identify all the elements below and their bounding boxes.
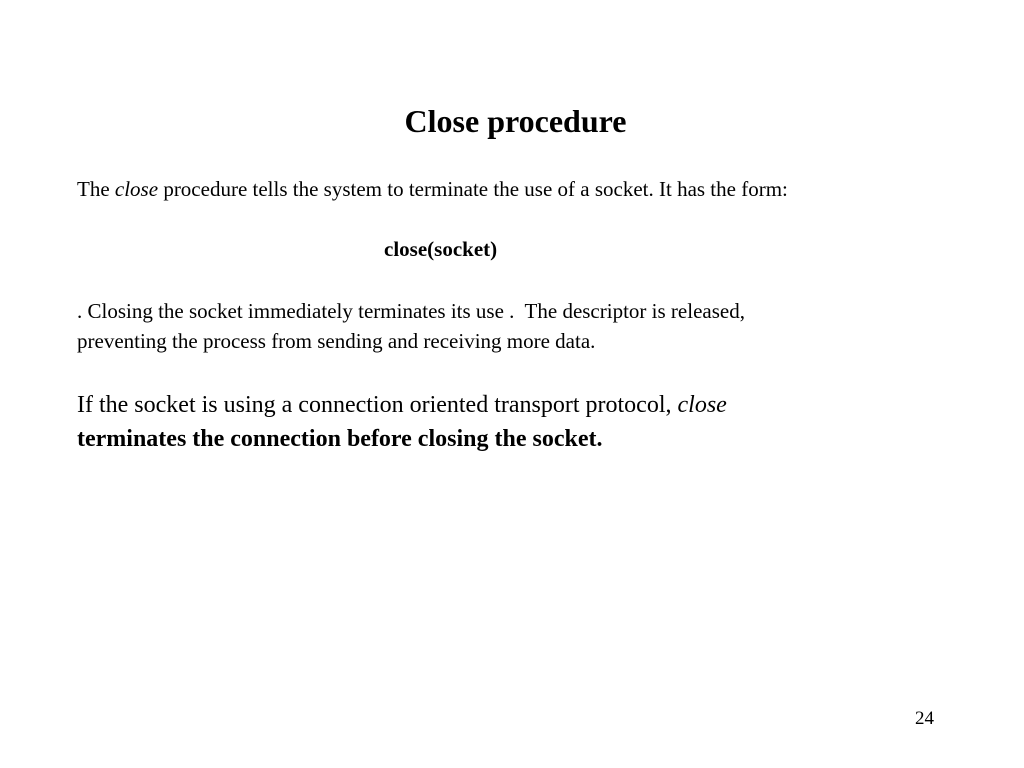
- intro-suffix: procedure tells the system to terminate the use of a socket. It has the form:: [158, 177, 788, 201]
- connection-line-1: [77, 388, 977, 422]
- slide-title: Close procedure: [404, 103, 627, 139]
- connection-line-2: terminates the connection before closing the socket.: [77, 426, 603, 452]
- connection-paragraph: [77, 388, 977, 456]
- descriptor-line-2: preventing the process from sending and receiving more data.: [77, 329, 596, 353]
- intro-prefix: The: [77, 177, 115, 201]
- intro-italic-close: close: [114, 177, 159, 201]
- page-number: 24: [915, 708, 934, 729]
- connection-italic-close: close: [677, 392, 727, 418]
- descriptor-paragraph: [77, 296, 977, 356]
- intro-paragraph: [77, 175, 788, 203]
- code-example: close(socket): [384, 237, 498, 261]
- descriptor-line-1: . Closing the socket immediately terminates its use . The descriptor is released,: [77, 299, 745, 323]
- connection-line-1-text: If the socket is using a connection oriented transport protocol,: [77, 392, 678, 418]
